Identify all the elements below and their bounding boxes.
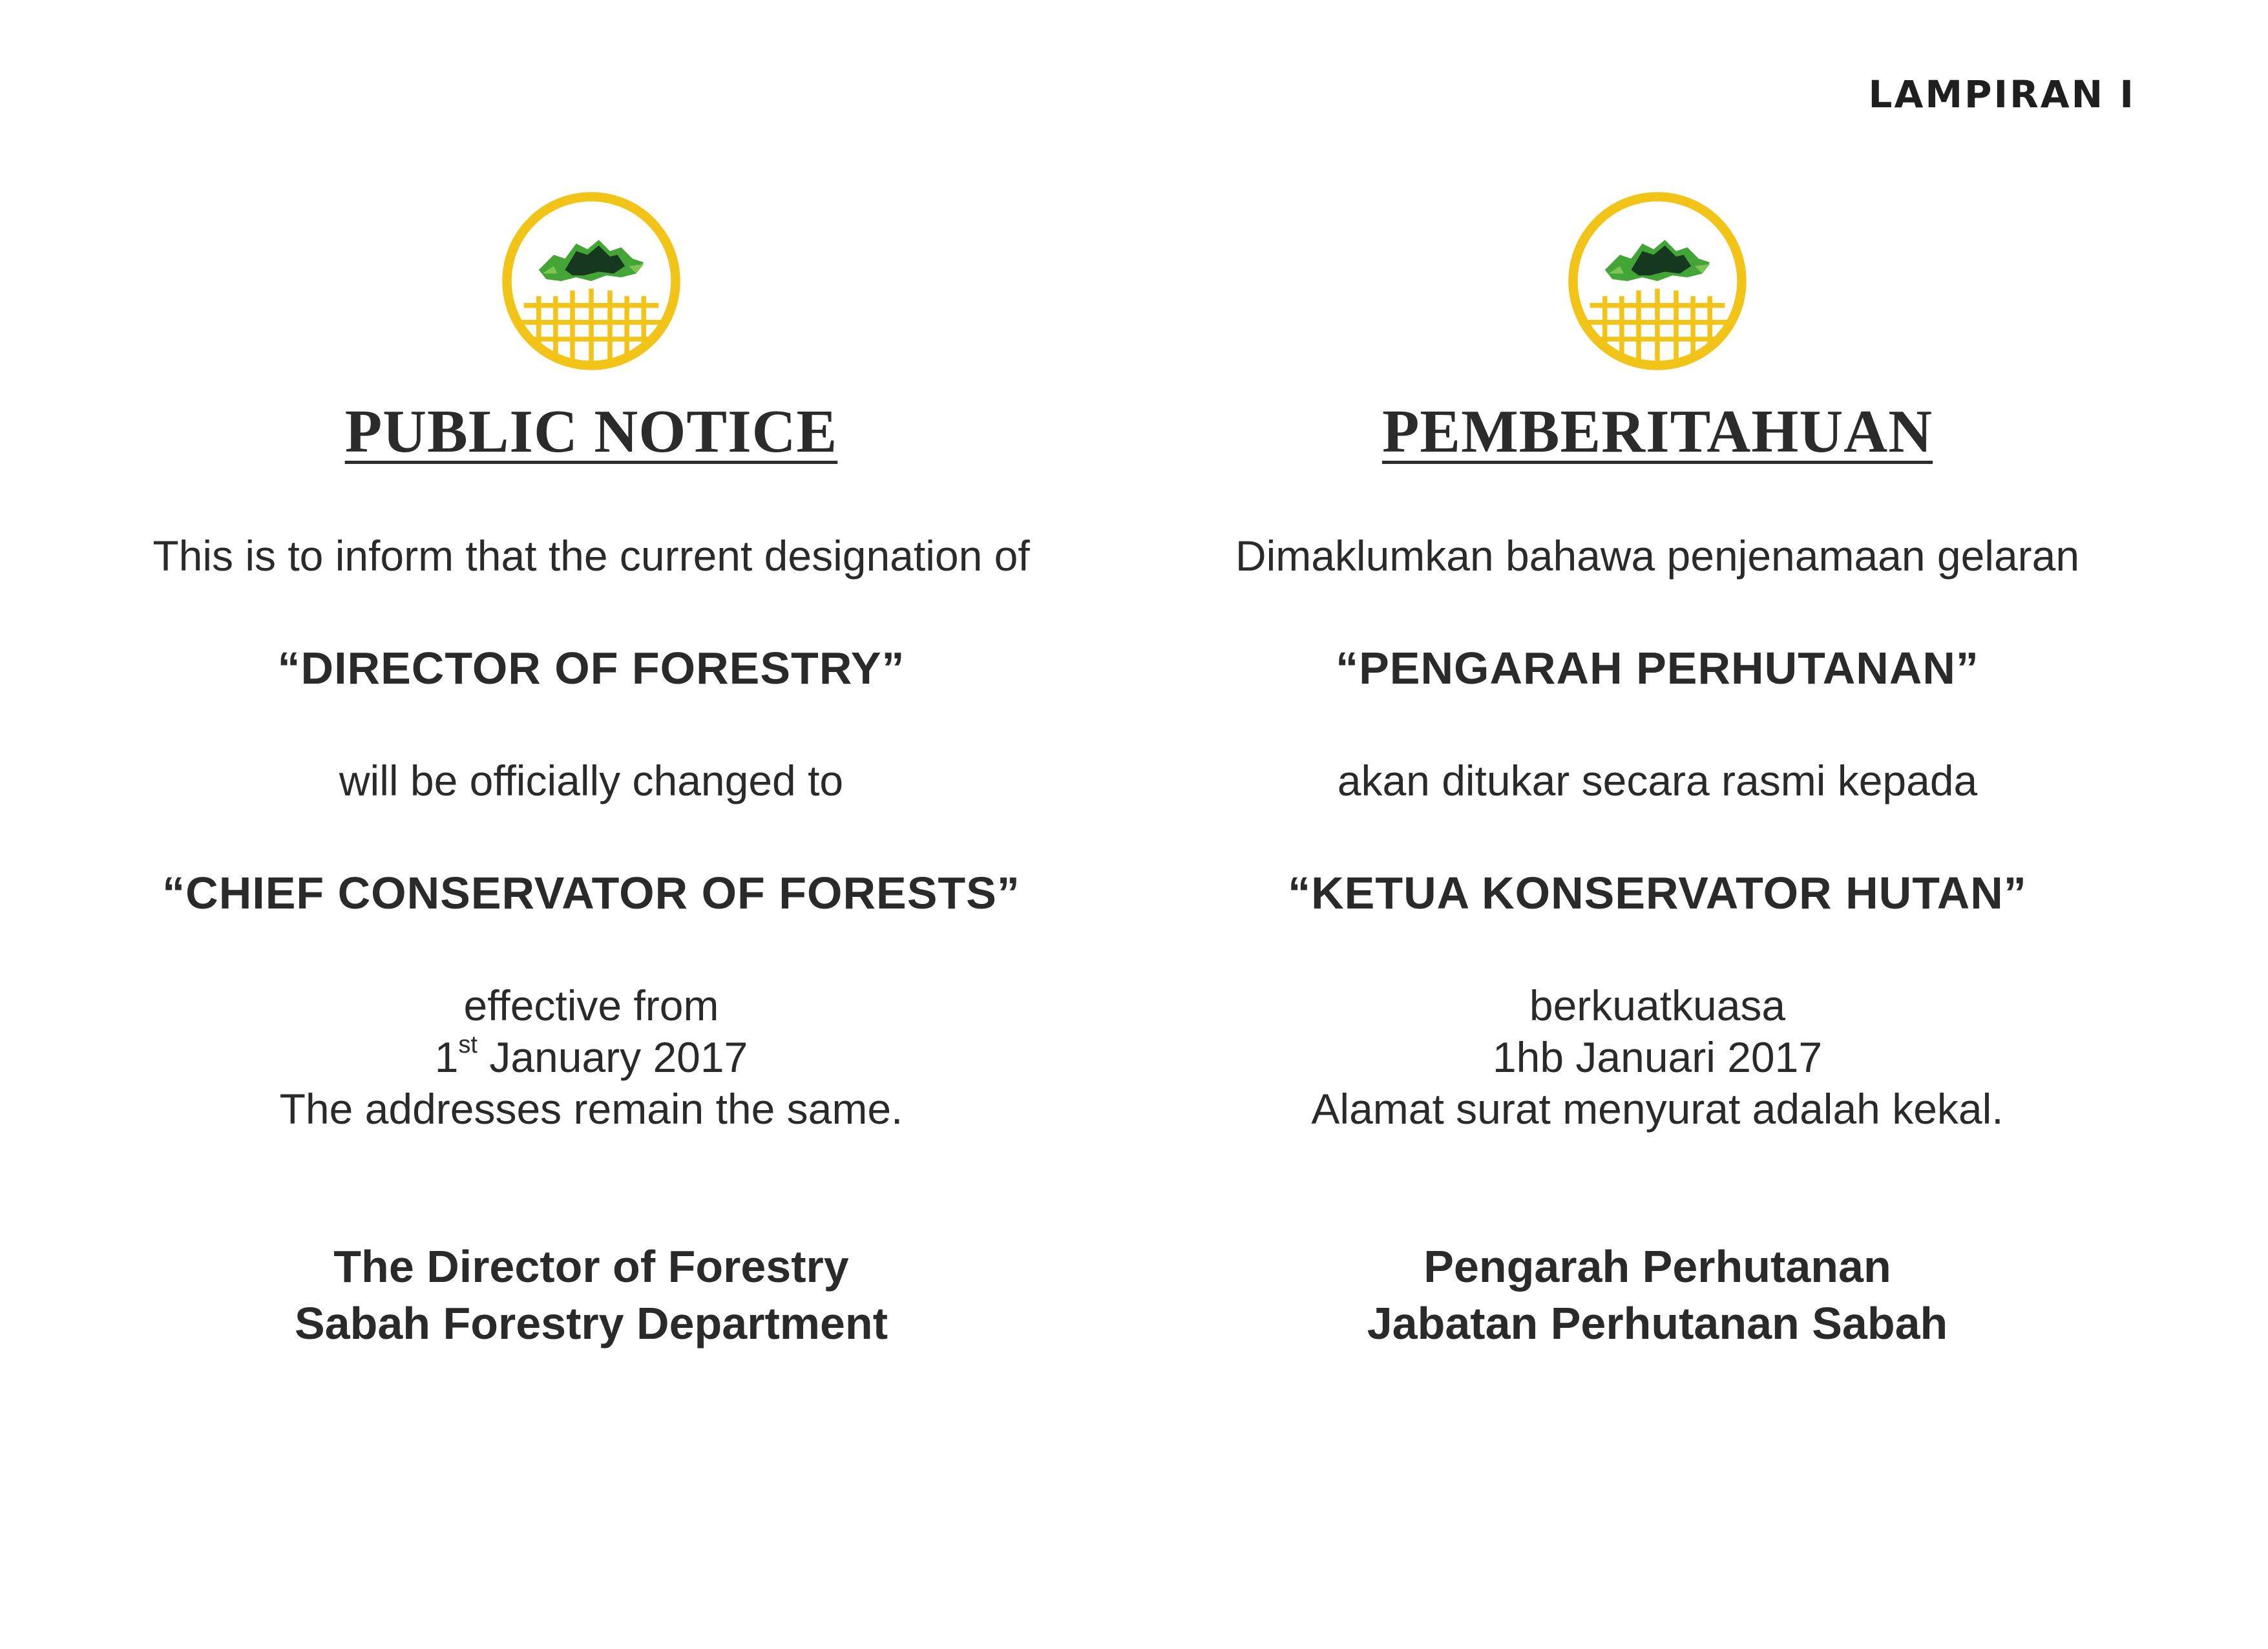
address-note: The addresses remain the same. (279, 1085, 903, 1133)
intro-text: Dimaklumkan bahawa penjenamaan gelaran (1235, 532, 2080, 580)
signatory-department: Sabah Forestry Department (294, 1298, 888, 1349)
notice-heading: PEMBERITAHUAN (1381, 398, 1933, 465)
effective-date: 1hb Januari 2017 (1492, 1033, 1823, 1081)
effective-label: berkuatkuasa (1529, 982, 1786, 1029)
change-text: will be officially changed to (339, 757, 844, 804)
effective-date: 1st January 2017 (434, 1031, 748, 1081)
signatory-title: Pengarah Perhutanan (1423, 1241, 1891, 1292)
new-designation: “CHIEF CONSERVATOR OF FORESTS” (162, 868, 1020, 918)
intro-text: This is to inform that the current designation of (152, 532, 1030, 580)
sabah-forestry-emblem-icon (498, 187, 685, 375)
effective-label: effective from (463, 982, 719, 1029)
change-text: akan ditukar secara rasmi kepada (1337, 757, 1978, 804)
signatory-department: Jabatan Perhutanan Sabah (1367, 1298, 1948, 1349)
sabah-forestry-emblem-icon (1564, 187, 1751, 375)
new-designation: “KETUA KONSERVATOR HUTAN” (1288, 868, 2027, 918)
old-designation: “PENGARAH PERHUTANAN” (1336, 643, 1979, 693)
address-note: Alamat surat menyurat adalah kekal. (1311, 1085, 2004, 1133)
malay-notice (1102, 187, 2213, 1352)
notice-heading: PUBLIC NOTICE (344, 398, 838, 465)
english-notice (36, 187, 1147, 1352)
signatory-title: The Director of Forestry (333, 1241, 849, 1292)
page-tag: LAMPIRAN I (1868, 72, 2136, 116)
old-designation: “DIRECTOR OF FORESTRY” (277, 643, 905, 693)
